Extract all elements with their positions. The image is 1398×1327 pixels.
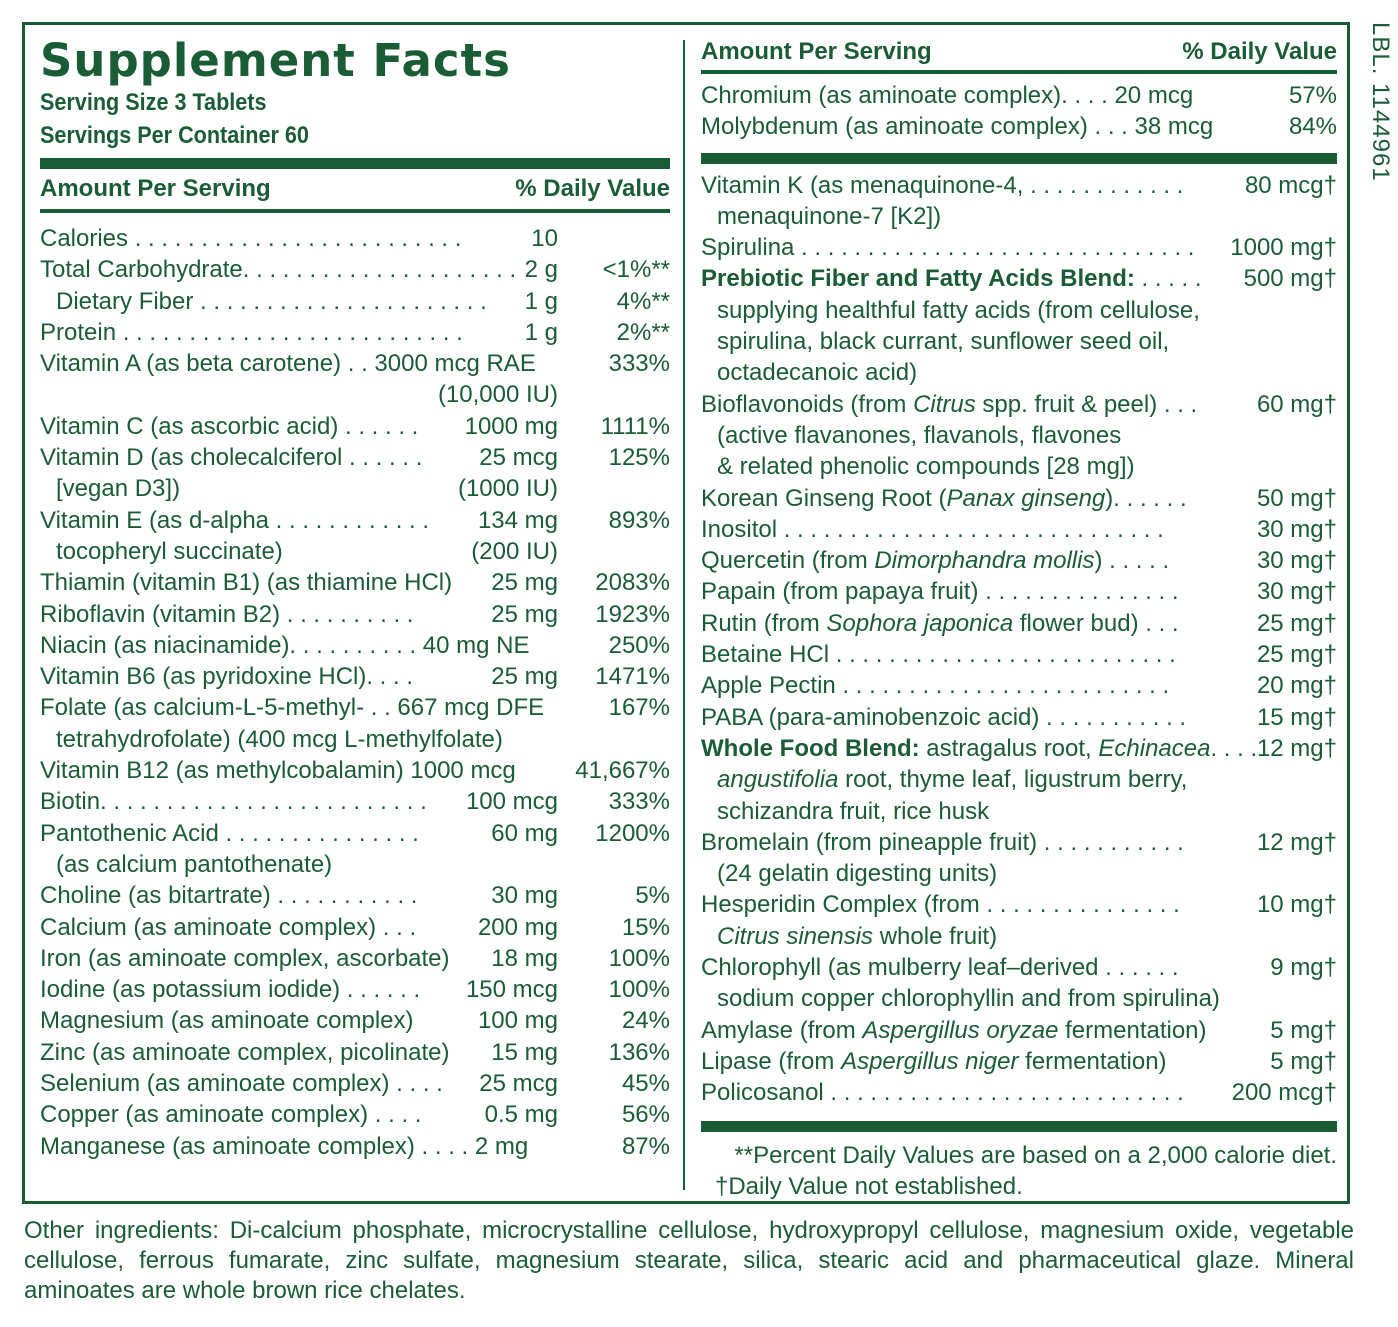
ingredient-text: Apple Pectin . . . . . . . . . . . . . . . . . . . . . . . . . [701,672,1170,700]
ingredient-name [701,702,1186,733]
nutrient-row [40,818,670,849]
nutrient-amount: 25 mg [491,663,558,691]
ingredient-row [701,702,1337,733]
ingredient-text: Lipase (from [701,1047,842,1075]
ingredient-text: Policosanol . . . . . . . . . . . . . . . . . . . . . . . . . . . [701,1079,1184,1107]
nutrient-name: Zinc (as aminoate complex, picolinate) [40,1038,450,1066]
nutrient-amount: 25 mcg [479,444,558,472]
nutrient-name: Biotin. . . . . . . . . . . . . . . . . . . . . . . . . [40,788,427,816]
header-amount: Amount Per Serving [40,175,271,202]
right-divider-thick [701,153,1337,164]
ingredient-text: (active flavanones, flavanols, flavones [717,421,1122,449]
nutrient-daily-value: 125% [608,444,670,472]
nutrient-name: Selenium (as aminoate complex) . . . . [40,1070,443,1098]
nutrient-name: [vegan D3]) [56,475,181,503]
nutrient-name: Folate (as calcium-L-5-methyl- . . 667 mcg DFE [40,694,545,722]
ingredient-row [701,451,1337,482]
table-header [40,169,670,209]
nutrient-daily-value: 100% [608,944,670,972]
mineral-name: Molybdenum (as aminoate complex) . . . 38 mcg [701,113,1214,141]
ingredient-name [717,295,1200,326]
nutrient-row [40,536,670,567]
ingredient-text: Korean Ginseng Root ( [701,484,947,512]
divider-thin [40,209,670,213]
nutrient-row [40,1099,670,1130]
nutrient-daily-value: 893% [608,506,670,534]
ingredient-name [717,858,997,889]
nutrient-name: Protein . . . . . . . . . . . . . . . . . . . . . . . . . . [40,318,463,346]
ingredient-row [701,420,1337,451]
footnote-daily-values: **Percent Daily Values are based on a 2,000 calorie diet. [734,1141,1337,1169]
ingredient-row [701,576,1337,607]
ingredient-text: spirulina, black currant, sunflower seed oil, [717,328,1170,356]
ingredient-amount: 15 mg† [1256,703,1337,731]
nutrient-amount: 25 mcg [479,1070,558,1098]
ingredient-row [701,764,1337,795]
nutrient-amount: 134 mg [477,506,558,534]
nutrient-name: Vitamin A (as beta carotene) . . 3000 mcg RAE [40,350,536,378]
ingredient-text: Bromelain (from pineapple fruit) . . . . . . . . . . . [701,828,1184,856]
ingredient-row [701,858,1337,889]
ingredient-text: Quercetin (from [701,547,875,575]
ingredient-text: ) . . . . . [1094,547,1170,575]
ingredient-row [701,1015,1337,1046]
ingredient-text: Rutin (from [701,609,827,637]
ingredient-name [701,170,1183,201]
nutrient-row [40,974,670,1005]
ingredient-text: schizandra fruit, rice husk [717,797,990,825]
nutrient-daily-value: 24% [621,1007,670,1035]
ingredient-latin-name: Panax ginseng [946,484,1106,512]
ingredient-text: . . . . [1210,734,1258,762]
ingredient-name [701,827,1184,858]
nutrient-daily-value: 1471% [595,663,670,691]
nutrient-row [40,849,670,880]
nutrient-row [40,567,670,598]
nutrient-name: Iron (as aminoate complex, ascorbate) [40,944,450,972]
nutrient-name: Dietary Fiber . . . . . . . . . . . . . . . . . . . . . . [56,287,487,315]
nutrient-row [40,630,670,661]
nutrient-name: Vitamin E (as d-alpha . . . . . . . . . . . . [40,506,430,534]
nutrient-name: Copper (as aminoate complex) . . . . [40,1101,422,1129]
ingredient-name [717,201,941,232]
ingredient-row [701,232,1337,263]
ingredient-amount: 30 mg† [1256,547,1337,575]
nutrient-row [40,661,670,692]
ingredient-row [701,1077,1337,1108]
ingredient-text: flower bud) . . . [1013,609,1179,637]
nutrient-amount: 30 mg [491,882,558,910]
nutrient-daily-value: 1923% [595,600,670,628]
ingredient-name [701,889,1180,920]
footnote-dagger: †Daily Value not established. [715,1172,1023,1200]
mineral-name: Chromium (as aminoate complex). . . . 20 mcg [701,82,1194,109]
ingredient-row [701,952,1337,983]
ingredient-amount: 20 mg† [1256,672,1337,700]
nutrient-amount: 25 mg [491,600,558,628]
nutrient-amount: 150 mcg [465,976,558,1004]
ingredient-name [717,357,917,388]
nutrient-name: Total Carbohydrate. . . . . . . . . . . . . . . . . . . . . [40,256,517,284]
ingredient-text: ). . . . . . [1105,484,1187,512]
nutrient-row [40,1131,670,1162]
nutrient-daily-value: 333% [608,788,670,816]
ingredient-bold-label: Whole Food Blend: [701,734,920,762]
ingredient-name [701,232,1194,263]
ingredient-amount: 9 mg† [1270,954,1337,982]
column-divider [683,40,685,1190]
nutrient-daily-value: 4%** [616,287,670,315]
ingredient-text: menaquinone-7 [K2]) [717,202,942,230]
ingredient-name [701,545,1169,576]
nutrient-amount: 25 mg [491,569,558,597]
nutrient-amount: 2 g [524,256,558,284]
ingredient-amount: 200 mcg† [1231,1079,1337,1107]
nutrient-name: Choline (as bitartrate) . . . . . . . . . . . [40,882,418,910]
nutrient-name: Iodine (as potassium iodide) . . . . . . [40,976,421,1004]
ingredient-amount: 80 mcg† [1244,171,1337,199]
ingredient-row [701,357,1337,388]
nutrient-amount: 18 mg [491,944,558,972]
ingredient-name [717,326,1169,357]
ingredient-latin-name: Aspergillus oryzae [862,1016,1059,1044]
divider-thick [40,158,670,169]
ingredient-row [701,733,1337,764]
nutrient-row [40,1068,670,1099]
ingredient-bold-label: Prebiotic Fiber and Fatty Acids Blend: [701,265,1135,293]
nutrient-amount: 1000 mg [464,412,558,440]
nutrient-daily-value: 87% [621,1132,670,1160]
panel-title: Supplement Facts [40,34,511,87]
nutrient-daily-value: 167% [608,694,670,722]
right-mineral-list [701,80,1337,143]
label-code: LBL. 1144961 [1367,22,1394,182]
ingredient-latin-name: Citrus [913,390,976,418]
ingredient-amount: 25 mg† [1256,609,1337,637]
nutrient-row [40,692,670,723]
ingredient-amount: 50 mg† [1256,484,1337,512]
ingredient-text: Spirulina . . . . . . . . . . . . . . . . . . . . . . . . . . . . . . [701,234,1195,262]
ingredient-text: Vitamin K (as menaquinone-4, . . . . . . . . . . . . [701,171,1184,199]
ingredient-name [717,921,997,952]
left-column [40,36,670,1162]
nutrient-daily-value: 100% [608,976,670,1004]
nutrient-daily-value: 250% [608,631,670,659]
nutrient-row [40,786,670,817]
nutrient-daily-value: 2%** [616,318,670,346]
ingredient-name [701,952,1179,983]
ingredient-latin-name: Dimorphandra mollis [874,547,1095,575]
ingredient-latin-name: Echinacea [1098,734,1211,762]
ingredient-text: (24 gelatin digesting units) [717,860,998,888]
ingredient-row [701,514,1337,545]
nutrient-amount: (1000 IU) [457,475,558,503]
ingredient-name [717,983,1220,1014]
ingredient-row [701,670,1337,701]
right-header-dv: % Daily Value [1182,38,1337,65]
nutrient-daily-value: 41,667% [575,757,670,785]
nutrient-row [40,1037,670,1068]
ingredient-name [717,796,989,827]
right-table-header [701,36,1337,68]
ingredient-amount: 30 mg† [1256,515,1337,543]
nutrient-amount: 100 mg [477,1007,558,1035]
ingredient-name [717,420,1121,451]
ingredient-text: Inositol . . . . . . . . . . . . . . . . . . . . . . . . . . . . . [701,515,1164,543]
ingredient-amount: 25 mg† [1256,641,1337,669]
ingredient-text: spp. fruit & peel) . . . [975,390,1198,418]
ingredient-amount: 5 mg† [1270,1047,1337,1075]
nutrient-row [40,724,670,755]
nutrient-name: (as calcium pantothenate) [56,850,333,878]
footnote-divider [701,1121,1337,1132]
nutrient-daily-value: 15% [621,913,670,941]
ingredient-name [701,1046,1167,1077]
nutrient-amount: 1 g [524,287,558,315]
other-ingredients: Other ingredients: Di-calcium phosphate, microcrystalline cellulose, hydroxypropyl cellulose, magnesium oxide, vegetable cellulose, ferrous fumarate, zinc sulfate, magnesium stearate, silica, stearic acid and pharmaceutical glaze. Mineral aminoates are whole brown rice chelates. [24,1217,1354,1304]
ingredient-text: octadecanoic acid) [717,359,918,387]
nutrient-amount: 1 g [524,318,558,346]
serving-size: Serving Size 3 Tablets [40,89,267,116]
nutrient-amount: 60 mg [491,819,558,847]
nutrient-name: Thiamin (vitamin B1) (as thiamine HCl) [40,569,453,597]
nutrient-row [40,223,670,254]
nutrient-row [40,505,670,536]
nutrient-daily-value: 56% [621,1101,670,1129]
nutrient-daily-value: 1200% [595,819,670,847]
nutrient-amount: 10 [531,225,558,252]
ingredient-amount: 30 mg† [1256,578,1337,606]
right-column [701,36,1337,1202]
ingredient-row [701,326,1337,357]
ingredient-name [717,764,1187,795]
right-header-amount: Amount Per Serving [701,38,932,65]
nutrient-amount: 15 mg [491,1038,558,1066]
nutrient-amount: (200 IU) [471,537,558,565]
nutrient-row [40,348,670,379]
ingredient-text: sodium copper chlorophyllin and from spirulina) [717,985,1220,1013]
nutrient-name: Calcium (as aminoate complex) . . . [40,913,417,941]
ingredient-amount: 10 mg† [1256,891,1337,919]
ingredient-text: Hesperidin Complex (from . . . . . . . . . . . . . . . [701,891,1180,919]
nutrient-row [40,286,670,317]
ingredient-text: root, thyme leaf, ligustrum berry, [838,766,1188,794]
mineral-row [701,80,1337,111]
nutrient-name: Pantothenic Acid . . . . . . . . . . . . . . . [40,819,419,847]
nutrient-amount: 0.5 mg [484,1101,558,1129]
ingredient-name [701,608,1179,639]
ingredient-name [701,483,1187,514]
nutrient-name: Vitamin B12 (as methylcobalamin) 1000 mcg [40,757,516,785]
nutrient-row [40,912,670,943]
right-ingredient-list [701,170,1337,1109]
nutrient-name: Niacin (as niacinamide). . . . . . . . . . 40 mg NE [40,631,530,659]
header-dv: % Daily Value [515,175,670,202]
nutrient-name: tetrahydrofolate) (400 mcg L-methylfolate) [56,725,503,753]
ingredient-row [701,639,1337,670]
ingredient-row [701,796,1337,827]
nutrient-name: tocopheryl succinate) [56,537,283,565]
nutrient-row [40,442,670,473]
ingredient-name [701,1015,1207,1046]
left-nutrient-list [40,223,670,1162]
ingredient-row [701,608,1337,639]
ingredient-text: Chlorophyll (as mulberry leaf–derived . . . . . . [701,954,1179,982]
ingredient-row [701,827,1337,858]
ingredient-text: PABA (para-aminobenzoic acid) . . . . . . . . . . . [701,703,1187,731]
ingredient-latin-name: Aspergillus niger [841,1047,1019,1075]
ingredient-latin-name: Sophora japonica [826,609,1014,637]
ingredient-name [701,1077,1184,1108]
ingredient-text: Betaine HCl . . . . . . . . . . . . . . . . . . . . . . . . . . [701,641,1176,669]
ingredient-row [701,545,1337,576]
ingredient-text: whole fruit) [873,922,998,950]
nutrient-row [40,943,670,974]
ingredient-text: astragalus root, [919,734,1099,762]
ingredient-text: supplying healthful fatty acids (from cellulose, [717,296,1200,324]
nutrient-name: Magnesium (as aminoate complex) [40,1007,414,1035]
nutrient-row [40,317,670,348]
ingredient-row [701,263,1337,294]
ingredient-amount: 5 mg† [1270,1016,1337,1044]
nutrient-daily-value: 5% [635,882,670,910]
ingredient-amount: 1000 mg† [1230,234,1337,262]
ingredient-name [717,451,1135,482]
ingredient-row [701,295,1337,326]
ingredient-amount: 500 mg† [1243,265,1337,293]
nutrient-amount: 200 mg [477,913,558,941]
ingredient-name [701,670,1169,701]
ingredient-latin-name: angustifolia [717,766,839,794]
ingredient-name [701,576,1179,607]
ingredient-row [701,170,1337,201]
nutrient-name: Vitamin C (as ascorbic acid) . . . . . . [40,412,419,440]
ingredient-latin-name: Citrus sinensis [717,922,874,950]
ingredient-name [701,263,1202,294]
ingredient-text: Amylase (from [701,1016,863,1044]
nutrient-row [40,599,670,630]
nutrient-amount: 100 mcg [465,788,558,816]
nutrient-row [40,411,670,442]
nutrient-row [40,755,670,786]
ingredient-row [701,389,1337,420]
servings-per-container: Servings Per Container 60 [40,122,309,149]
nutrient-row [40,379,670,410]
nutrient-daily-value: <1%** [602,256,670,284]
nutrient-name: Vitamin D (as cholecalciferol . . . . . . [40,444,423,472]
nutrient-daily-value: 2083% [595,569,670,597]
nutrient-row [40,473,670,504]
ingredient-row [701,1046,1337,1077]
ingredient-amount: 60 mg† [1256,390,1337,418]
nutrient-daily-value: 1111% [600,412,670,440]
ingredient-name [701,389,1197,420]
mineral-daily-value: 57% [1288,82,1337,109]
ingredient-text: Bioflavonoids (from [701,390,914,418]
nutrient-row [40,1005,670,1036]
nutrient-daily-value: 45% [621,1070,670,1098]
ingredient-text: fermentation) [1018,1047,1167,1075]
nutrient-row [40,880,670,911]
nutrient-name: Vitamin B6 (as pyridoxine HCl). . . . [40,663,414,691]
nutrient-daily-value: 333% [608,350,670,378]
mineral-row [701,111,1337,142]
ingredient-amount: 12 mg† [1256,734,1337,762]
ingredient-text: fermentation) [1058,1016,1207,1044]
nutrient-row [40,254,670,285]
nutrient-daily-value: 136% [608,1038,670,1066]
nutrient-amount: (10,000 IU) [437,381,558,409]
ingredient-name [701,514,1164,545]
nutrient-name: Manganese (as aminoate complex) . . . . 2 mg [40,1132,529,1160]
nutrient-name: Calories . . . . . . . . . . . . . . . . . . . . . . . . . [40,225,462,252]
right-divider-thin [701,70,1337,74]
ingredient-text: & related phenolic compounds [28 mg]) [717,453,1135,481]
ingredient-name [701,639,1176,670]
ingredient-row [701,921,1337,952]
ingredient-amount: 12 mg† [1256,828,1337,856]
ingredient-row [701,983,1337,1014]
ingredient-row [701,483,1337,514]
ingredient-row [701,201,1337,232]
mineral-daily-value: 84% [1288,113,1337,141]
nutrient-name: Riboflavin (vitamin B2) . . . . . . . . . . [40,600,414,628]
ingredient-row [701,889,1337,920]
ingredient-name [701,733,1257,764]
ingredient-text: Papain (from papaya fruit) . . . . . . . . . . . . . . . [701,578,1179,606]
ingredient-text: . . . . . [1134,265,1202,293]
